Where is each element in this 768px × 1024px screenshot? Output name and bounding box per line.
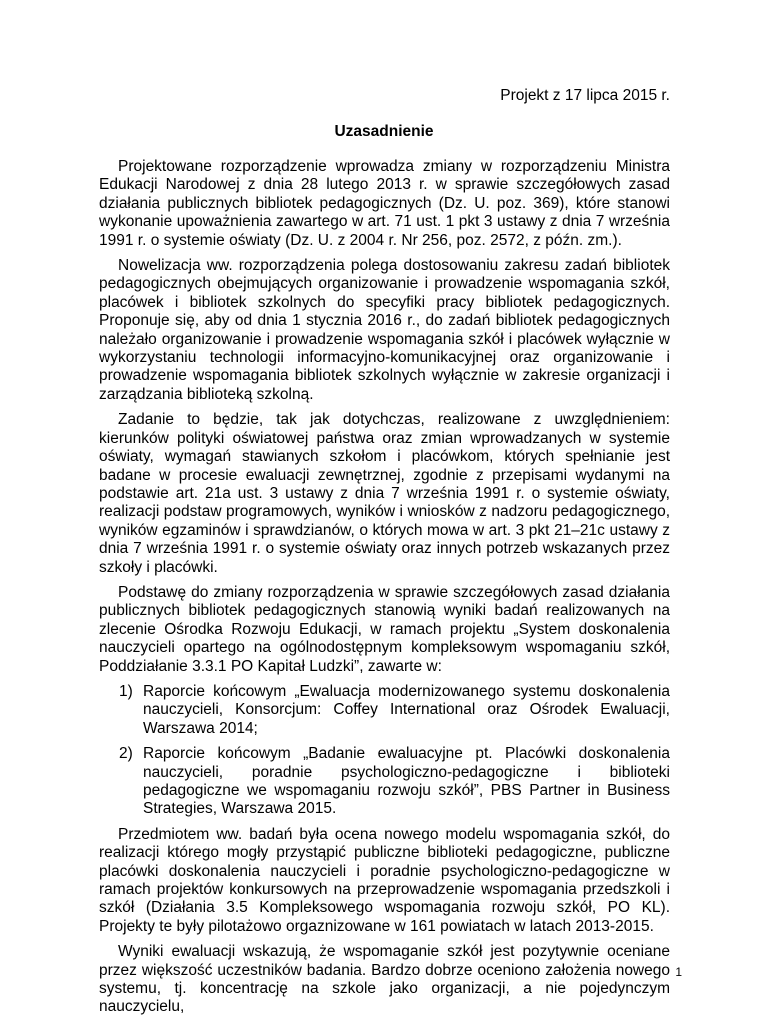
- paragraph: Wyniki ewaluacji wskazują, że wspomaganie szkół jest pozytywnie oceniane przez większość uczestników badania. Bardzo dobrze oceniono założenia nowego systemu, tj. koncentrację na szkole jako organizacji, a nie pojedynczym nauczycielu,: [99, 943, 670, 1016]
- list-item: [99, 683, 670, 738]
- document-body: [99, 158, 670, 1024]
- document-date: Projekt z 17 lipca 2015 r.: [500, 87, 670, 104]
- paragraph: Projektowane rozporządzenie wprowadza zmiany w rozporządzeniu Ministra Edukacji Narodowej z dnia 28 lutego 2013 r. w sprawie szczegółowych zasad działania publicznych bibliotek pedagogicznych (Dz. U. poz. 369), które stanowi wykonanie upoważnienia zawartego w art. 71 ust. 1 pkt 3 ustawy z dnia 7 września 1991 r. o systemie oświaty (Dz. U. z 2004 r. Nr 256, poz. 2572, z późn. zm.).: [99, 158, 670, 249]
- document-title: Uzasadnienie: [334, 123, 434, 140]
- list-item-text: Raporcie końcowym „Ewaluacja modernizowanego systemu doskonalenia nauczycieli, Konsorcjum: Coffey International oraz Ośrodek Ewaluacji, Warszawa 2014;: [143, 682, 670, 737]
- paragraph: Zadanie to będzie, tak jak dotychczas, realizowane z uwzględnieniem: kierunków polityki oświatowej państwa oraz zmian wprowadzanych w systemie oświaty, wymagań stawianych szkołom i placówkom, których spełnianie jest badane w procesie ewaluacji zewnętrznej, zgodnie z przepisami wydanymi na podstawie art. 21a ust. 3 ustawy z dnia 7 września 1991 r. o systemie oświaty, realizacji podstaw programowych, wyników i wniosków z nadzoru pedagogicznego, wyników egzaminów i sprawdzianów, o których mowa w art. 3 pkt 21–21c ustawy z dnia 7 września 1991 r. o systemie oświaty oraz innych potrzeb wskazanych przez szkoły i placówki.: [99, 411, 670, 576]
- paragraph: Przedmiotem ww. badań była ocena nowego modelu wspomagania szkół, do realizacji którego mogły przystąpić publiczne biblioteki pedagogiczne, publiczne placówki doskonalenia nauczycieli i poradnie psychologiczno-pedagogiczne w ramach projektów konkursowych na przeprowadzenie wspomagania przedszkoli i szkół (Działania 3.5 Kompleksowego wspomagania rozwoju szkół, PO KL). Projekty te były pilotażowo orgaznizowane w 161 powiatach w latach 2013-2015.: [99, 825, 670, 935]
- list-item: [99, 745, 670, 819]
- numbered-list: [99, 683, 670, 819]
- list-item-text: Raporcie końcowym „Badanie ewaluacyjne pt. Placówki doskonalenia nauczycieli, poradnie psychologiczno-pedagogiczne i biblioteki pedagogiczne we wspomaganiu rozwoju szkół”, PBS Partner in Business Strategies, Warszawa 2015.: [143, 745, 670, 818]
- paragraph: Nowelizacja ww. rozporządzenia polega dostosowaniu zakresu zadań bibliotek pedagogicznych obejmujących organizowanie i prowadzenie wspomagania szkół, placówek i bibliotek szkolnych do specyfiki pracy bibliotek pedagogicznych. Proponuje się, aby od dnia 1 stycznia 2016 r., do zadań bibliotek pedagogicznych należało organizowanie i prowadzenie wspomagania szkół i placówek wyłącznie w wykorzystaniu technologii informacyjno-komunikacyjnej oraz organizowanie i prowadzenie wspomagania bibliotek szkolnych wyłącznie w zakresie organizacji i zarządzania biblioteką szkolną.: [99, 257, 670, 403]
- list-item-number: 2): [119, 745, 133, 763]
- page-number: 1: [675, 965, 682, 979]
- paragraph: Podstawę do zmiany rozporządzenia w sprawie szczegółowych zasad działania publicznych bibliotek pedagogicznych stanowią wyniki badań realizowanych na zlecenie Ośrodka Rozwoju Edukacji, w ramach projektu „System doskonalenia nauczycieli opartego na ogólnodostępnym kompleksowym wspomaganiu szkół, Poddziałanie 3.3.1 PO Kapitał Ludzki”, zawarte w:: [99, 583, 670, 675]
- list-item-number: 1): [119, 682, 133, 700]
